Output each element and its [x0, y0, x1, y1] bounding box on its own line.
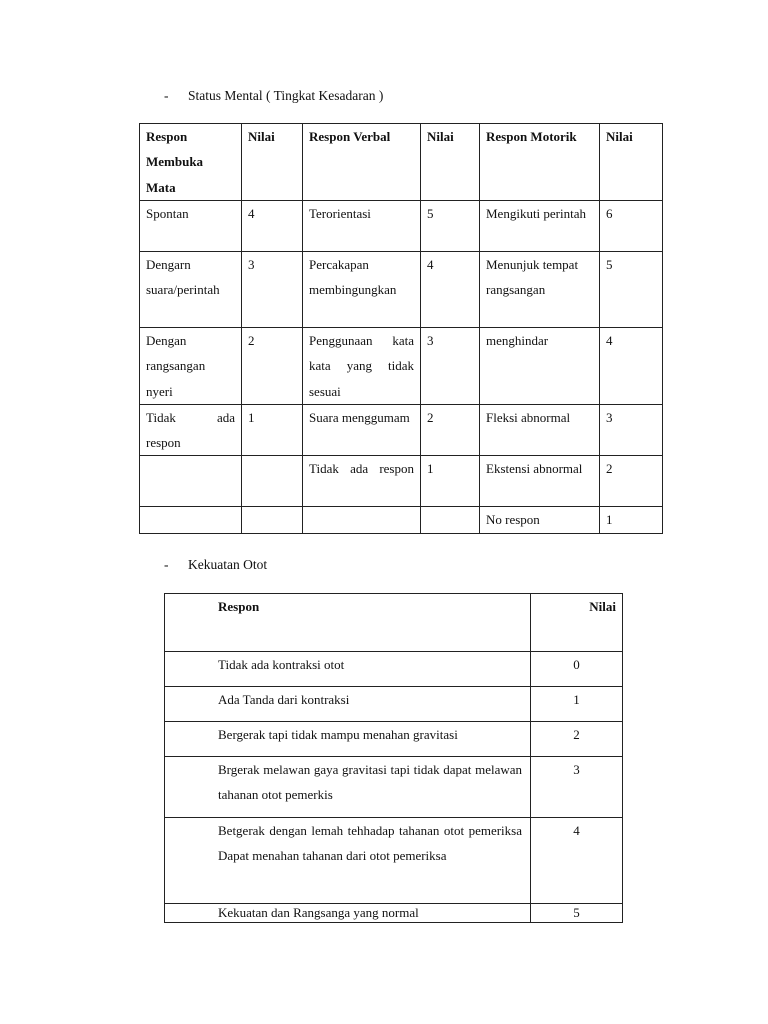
table-cell: 2	[531, 722, 623, 757]
table-cell: Brgerak melawan gaya gravitasi tapi tidak dapat melawan tahanan otot pemerkis	[165, 757, 531, 818]
header-cell: Respon	[165, 594, 531, 652]
table-cell: 5	[421, 201, 480, 252]
table-cell	[242, 456, 303, 507]
section-title: Status Mental ( Tingkat Kesadaran )	[188, 88, 384, 103]
table-cell: Ekstensi abnormal	[480, 456, 600, 507]
table-cell: 3	[242, 252, 303, 328]
table-cell: Fleksi abnormal	[480, 404, 600, 456]
table-cell: 3	[531, 757, 623, 818]
table-cell	[303, 507, 421, 533]
table-row	[165, 757, 623, 818]
table-row	[165, 722, 623, 757]
table-cell	[242, 507, 303, 533]
table-cell	[421, 507, 480, 533]
table-cell: 6	[600, 201, 663, 252]
table-cell: Ada Tanda dari kontraksi	[165, 687, 531, 722]
table-row	[140, 456, 663, 507]
table-row	[140, 201, 663, 252]
table-cell: Mengikuti perintah	[480, 201, 600, 252]
table-row	[165, 652, 623, 687]
table-cell: Terorientasi	[303, 201, 421, 252]
table-row	[140, 328, 663, 405]
table-cell: 2	[242, 328, 303, 405]
header-cell: Respon Verbal	[303, 124, 421, 201]
table-cell: Tidak ada respon	[303, 456, 421, 507]
table-cell: Dengan rangsangan nyeri	[140, 328, 242, 405]
header-cell: Nilai	[421, 124, 480, 201]
table-row	[165, 687, 623, 722]
header-cell: Respon Membuka Mata	[140, 124, 242, 201]
table-cell: Bergerak tapi tidak mampu menahan gravitasi	[165, 722, 531, 757]
table-cell: Suara menggumam	[303, 404, 421, 456]
header-cell: Nilai	[242, 124, 303, 201]
table-cell: 1	[531, 687, 623, 722]
header-cell: Respon Motorik	[480, 124, 600, 201]
table-cell: Kekuatan dan Rangsanga yang normal	[165, 904, 531, 923]
table-cell: Menunjuk tempat rangsangan	[480, 252, 600, 328]
table-cell: Percakapan membingungkan	[303, 252, 421, 328]
table-cell	[140, 507, 242, 533]
table-cell: 4	[600, 328, 663, 405]
bullet-dash: -	[164, 88, 169, 103]
table-cell: Tidak ada kontraksi otot	[165, 652, 531, 687]
table-cell: Penggunaan kata kata yang tidak sesuai	[303, 328, 421, 405]
table-cell: Tidak ada respon	[140, 404, 242, 456]
table-row	[165, 818, 623, 904]
section-title: Kekuatan Otot	[188, 557, 268, 572]
table-cell: menghindar	[480, 328, 600, 405]
muscle-strength-table	[164, 593, 623, 923]
table-cell: Dengarn suara/perintah	[140, 252, 242, 328]
table-cell: 4	[531, 818, 623, 904]
header-cell: Nilai	[600, 124, 663, 201]
bullet-dash: -	[164, 557, 169, 572]
table-cell: Spontan	[140, 201, 242, 252]
table-cell: 4	[242, 201, 303, 252]
table-cell: 0	[531, 652, 623, 687]
header-cell: Nilai	[531, 594, 623, 652]
table-cell: 2	[600, 456, 663, 507]
table-cell: 5	[531, 904, 623, 923]
table-cell: 1	[242, 404, 303, 456]
table-cell: 2	[421, 404, 480, 456]
table-cell: 3	[421, 328, 480, 405]
table-row	[165, 904, 623, 923]
table-cell	[140, 456, 242, 507]
table-cell: 3	[600, 404, 663, 456]
table-row	[140, 252, 663, 328]
table-cell: No respon	[480, 507, 600, 533]
table-cell: 4	[421, 252, 480, 328]
table-header-row	[140, 124, 663, 201]
gcs-table	[139, 123, 663, 534]
table-cell: Betgerak dengan lemah tehhadap tahanan otot pemeriksa Dapat menahan tahanan dari otot pemeriksa	[165, 818, 531, 904]
table-row	[140, 507, 663, 533]
table-cell: 1	[421, 456, 480, 507]
table-row	[140, 404, 663, 456]
table-cell: 1	[600, 507, 663, 533]
table-header-row	[165, 594, 623, 652]
table-cell: 5	[600, 252, 663, 328]
